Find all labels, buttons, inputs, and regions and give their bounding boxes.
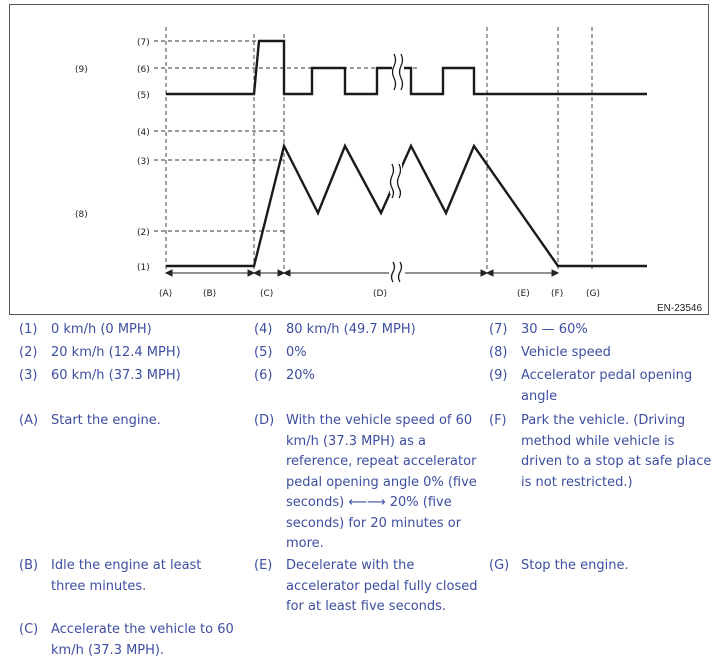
legend-text: 60 km/h (37.3 MPH) (51, 368, 181, 383)
legend-text: 80 km/h (49.7 MPH) (286, 322, 416, 337)
legend-text: 0 km/h (0 MPH) (51, 322, 152, 337)
legend-text: 20% (286, 368, 315, 383)
legend-text: Vehicle speed (521, 345, 611, 360)
legend-text: With the vehicle speed of 60 km/h (37.3 MPH) as a reference, repeat accelerator pedal opening angle 0% (five seconds) ⟵⟶ 20% (five seconds) for 20 minutes or more. (286, 413, 477, 551)
level-label-2: (2) (137, 228, 150, 238)
phase-label-B: (B) (203, 289, 217, 299)
legend-text: Stop the engine. (521, 558, 629, 573)
legend-key: (7) (489, 322, 508, 337)
axis-label-9: (9) (75, 65, 88, 75)
legend-key: (2) (19, 345, 38, 360)
legend-key: (D) (254, 413, 275, 428)
legend-key: (8) (489, 345, 508, 360)
legend-key: (6) (254, 368, 273, 383)
vehicle-speed-trace (166, 146, 647, 266)
legend-key: (G) (489, 558, 510, 573)
legend-key: (C) (19, 622, 39, 637)
level-reference-lines (154, 41, 419, 231)
legend-text: Park the vehicle. (Driving method while vehicle is driven to a stop at safe place is not restricted.) (521, 413, 712, 490)
phase-label-F: (F) (551, 289, 564, 299)
phase-label-E: (E) (517, 289, 530, 299)
axis-label-8: (8) (75, 210, 88, 220)
figure-code: EN-23546 (657, 303, 703, 314)
pedal-angle-trace (166, 41, 647, 94)
legend-key: (F) (489, 413, 507, 428)
legend-key: (E) (254, 558, 273, 573)
legend-text: Accelerate the vehicle to 60 km/h (37.3 MPH). (51, 622, 234, 658)
break-symbol-arrow (392, 262, 402, 282)
legend-text: 30 — 60% (521, 322, 588, 337)
phase-arrows (166, 270, 558, 276)
phase-label-G: (G) (586, 289, 600, 299)
legend-text: Idle the engine at least three minutes. (51, 558, 202, 594)
legend-key: (9) (489, 368, 508, 383)
legend-text: Start the engine. (51, 413, 161, 428)
legend-key: (4) (254, 322, 273, 337)
level-label-5: (5) (137, 91, 150, 101)
level-label-1: (1) (137, 263, 150, 273)
legend-key: (3) (19, 368, 38, 383)
phase-boundaries (166, 27, 592, 272)
level-label-4: (4) (137, 128, 150, 138)
legend-text: 20 km/h (12.4 MPH) (51, 345, 181, 360)
break-symbol-mid (390, 164, 402, 198)
legend-key: (5) (254, 345, 273, 360)
legend-text: Accelerator pedal opening angle (521, 368, 693, 404)
break-symbol-top (392, 52, 404, 94)
legend-key: (B) (19, 558, 39, 573)
level-label-3: (3) (137, 157, 150, 167)
timing-diagram-svg (9, 4, 709, 315)
legend (0, 320, 718, 666)
phase-label-D: (D) (373, 289, 387, 299)
phase-label-C: (C) (260, 289, 274, 299)
level-label-7: (7) (137, 38, 150, 48)
legend-key: (A) (19, 413, 39, 428)
legend-text: 0% (286, 345, 307, 360)
level-label-6: (6) (137, 65, 150, 75)
phase-label-A: (A) (159, 289, 173, 299)
legend-text: Decelerate with the accelerator pedal fully closed for at least five seconds. (286, 558, 478, 614)
legend-key: (1) (19, 322, 38, 337)
timing-diagram (9, 4, 709, 315)
